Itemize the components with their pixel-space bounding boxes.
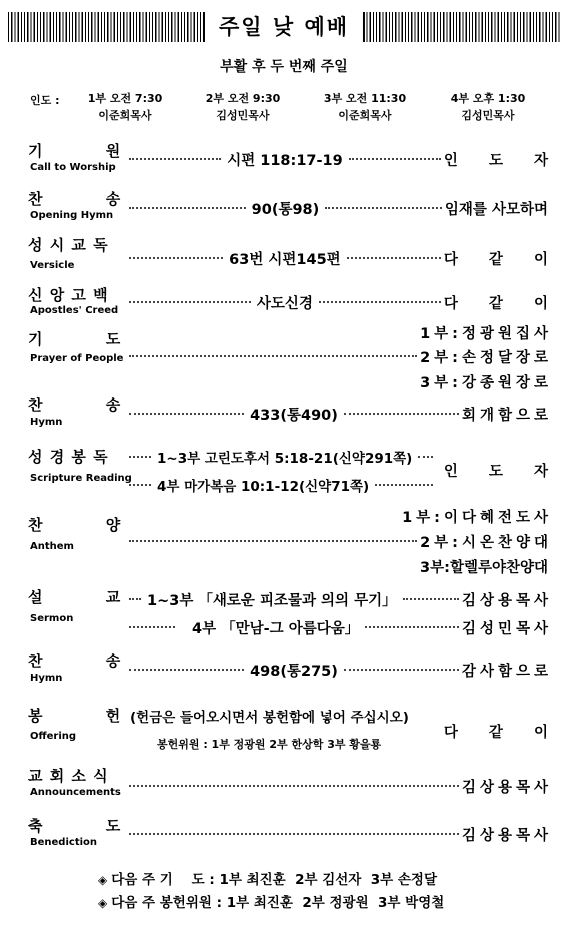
offering-ushers: 봉헌위원 : 1부 정광원 2부 한상학 3부 황을룡 (157, 738, 382, 751)
scripture-row-2 (126, 474, 436, 496)
sermon-row-1 (126, 588, 552, 610)
item-title: 찬 송 (28, 396, 122, 414)
item-right: 김상용목사 (461, 827, 552, 844)
item-title: 성 시 교 독 (28, 236, 109, 254)
leader-dots (349, 158, 441, 160)
note-text: 다음 주 기 도 : 1부 최진훈 2부 김선자 3부 손정달 (111, 872, 438, 888)
next-week-offering-note (98, 891, 444, 911)
service-time: 1부 오전 7:30 (87, 92, 163, 105)
leader-dots (129, 785, 459, 787)
item-title: 찬 송 (28, 652, 122, 670)
item-content: 90(통98) (251, 201, 320, 218)
leader-dots (403, 598, 459, 600)
leader-dots (347, 257, 441, 259)
item-row (126, 403, 552, 425)
item-right: 임재를 사모하며 (444, 201, 549, 218)
item-row (126, 775, 552, 797)
leader-dots (129, 207, 246, 209)
item-right: 인 도 자 (443, 152, 562, 169)
service-3 (310, 90, 420, 124)
item-row (126, 247, 561, 269)
item-title: 교 회 소 식 (28, 767, 109, 785)
anthem-line-3: 3부:할렐루야찬양대 (420, 560, 548, 576)
item-subtitle: Announcements (30, 787, 121, 798)
title-banner (8, 12, 560, 42)
item-title: 봉 헌 (28, 707, 122, 725)
item-row (126, 530, 552, 552)
service-2 (188, 90, 298, 124)
item-row (126, 345, 552, 367)
scripture-row-1 (126, 446, 436, 468)
item-content: 498(통275) (250, 663, 338, 680)
item-title: 설 교 (28, 588, 122, 606)
service-leader: 김성민목사 (461, 109, 515, 122)
item-right: 회개함으로 (461, 407, 552, 424)
service-4 (433, 90, 543, 124)
item-title: 찬 송 (28, 190, 122, 208)
item-row (126, 197, 548, 219)
item-title: 찬 양 (28, 516, 122, 534)
leader-dots (129, 669, 244, 671)
sermon-line-1: 1~3부 「새로운 피조물과 의의 무기」 (147, 592, 397, 609)
leader-dots (129, 257, 223, 259)
diamond-bullet-icon: ◈ (98, 896, 108, 910)
item-right: 김상용목사 (461, 779, 552, 796)
leader-dots (129, 456, 151, 458)
item-title: 신 앙 고 백 (28, 286, 109, 304)
item-subtitle: Offering (30, 731, 77, 742)
item-title: 축 도 (28, 817, 122, 835)
note-text: 다음 주 봉헌위원 : 1부 최진훈 2부 정광원 3부 박영철 (111, 895, 445, 911)
item-row (126, 659, 552, 681)
item-right: 인 도 자 (443, 464, 561, 480)
item-subtitle: Prayer of People (30, 353, 124, 364)
prayer-line-1: 1부:정광원집사 (420, 326, 552, 342)
diamond-bullet-icon: ◈ (98, 873, 108, 887)
item-subtitle: Anthem (30, 541, 74, 552)
item-right: 다 같 이 (443, 725, 561, 741)
item-title: 기 원 (28, 142, 122, 160)
service-1 (70, 90, 180, 124)
item-subtitle: Apostles' Creed (30, 305, 119, 316)
sermon-right-1: 김상용목사 (461, 592, 552, 609)
item-subtitle: Versicle (30, 260, 75, 271)
leader-dots (375, 484, 433, 486)
item-subtitle: Hymn (30, 673, 63, 684)
item-content: 시편 118:17-19 (227, 152, 343, 169)
subtitle: 부활 후 두 번째 주일 (220, 59, 348, 75)
item-title: 기 도 (28, 330, 122, 348)
service-leader: 이준희목사 (338, 109, 392, 122)
leader-dots (129, 833, 459, 835)
offering-note: (헌금은 들어오시면서 봉헌함에 넣어 주십시오) (130, 710, 409, 726)
item-subtitle: Benediction (30, 837, 98, 848)
item-row (126, 148, 562, 170)
page-title: 주일 낮 예배 (203, 12, 365, 42)
sermon-row-2 (126, 616, 552, 638)
item-subtitle: Opening Hymn (30, 210, 114, 221)
leader-dots (129, 158, 221, 160)
item-content: 433(통490) (250, 407, 338, 424)
leader-dots (129, 355, 417, 357)
leader-dots (129, 301, 251, 303)
leader-dots (344, 413, 459, 415)
item-subtitle: Scripture Reading (30, 473, 132, 484)
leader-dots (418, 456, 433, 458)
service-time: 3부 오전 11:30 (323, 92, 407, 105)
service-time: 4부 오후 1:30 (450, 92, 526, 105)
item-right: 다 같 이 (443, 251, 561, 268)
service-leader: 김성민목사 (216, 109, 270, 122)
scripture-line-2: 4부 마가복음 10:1-12(신약71쪽) (157, 479, 370, 495)
anthem-line-1: 1부:이다혜전도사 (402, 510, 552, 526)
service-time: 2부 오전 9:30 (205, 92, 281, 105)
leader-dots (129, 598, 141, 600)
item-subtitle: Sermon (30, 613, 74, 624)
leader-dots (129, 484, 151, 486)
anthem-line-2: 2부:시온찬양대 (420, 534, 552, 551)
item-content: 63번 시편145편 (229, 251, 341, 268)
leader-dots (129, 413, 244, 415)
item-right: 감사함으로 (461, 663, 552, 680)
item-content: 사도신경 (256, 295, 313, 312)
item-subtitle: Call to Worship (30, 162, 116, 173)
sermon-right-2: 김성민목사 (461, 620, 552, 637)
prayer-line-3: 3부:강종원장로 (420, 375, 552, 391)
item-title: 성 경 봉 독 (28, 448, 109, 466)
item-subtitle: Hymn (30, 417, 63, 428)
service-leader: 이준희목사 (98, 109, 152, 122)
leaders-label: 인도 : (30, 94, 60, 107)
leader-dots (344, 669, 459, 671)
leader-dots (319, 301, 441, 303)
prayer-line-2: 2부:손정달장로 (420, 349, 552, 366)
leader-dots (325, 207, 442, 209)
item-row (126, 291, 561, 313)
sermon-line-2: 4부 「만남-그 아름다움」 (192, 620, 360, 637)
scripture-line-1: 1~3부 고린도후서 5:18-21(신약291쪽) (157, 451, 413, 467)
item-right: 다 같 이 (443, 295, 561, 312)
next-week-prayer-note (98, 868, 437, 888)
leader-dots (365, 626, 459, 628)
leader-dots (129, 626, 175, 628)
leader-dots (129, 540, 417, 542)
item-row (126, 823, 552, 845)
